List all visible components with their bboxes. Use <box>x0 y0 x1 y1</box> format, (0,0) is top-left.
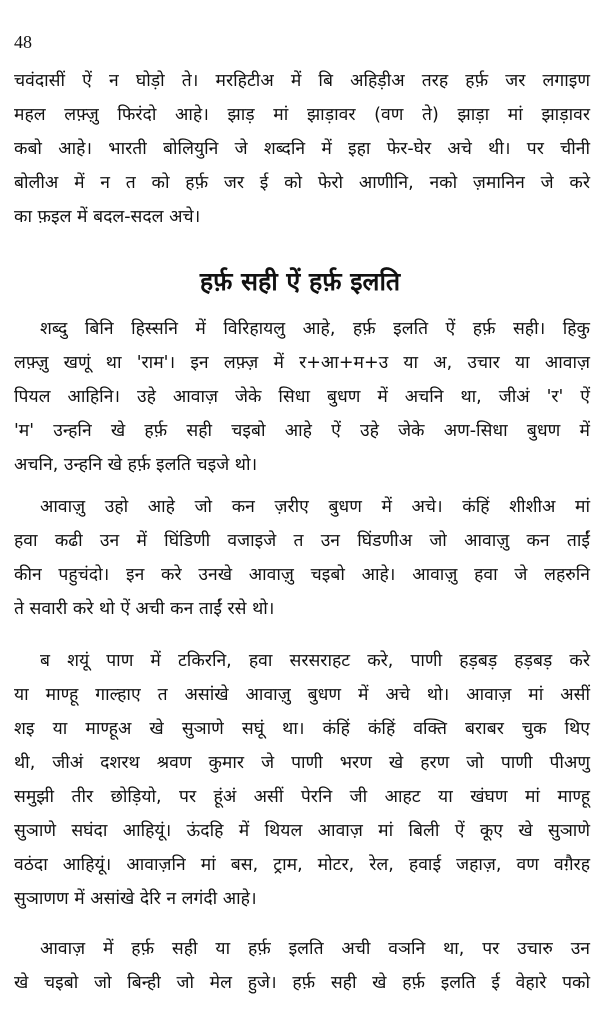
paragraph-2-line-1: शब्दु बिनि हिस्सनि में विरिहायलु आहे, हर्फ़ इलति ऐं हर्फ़ सही। हिकु <box>40 319 590 339</box>
paragraph-2-line-3: पियल आहिनि। उहे आवाज़ जेके सिधा बुधण में अचनि था, जीअं 'र' ऐं <box>14 387 590 407</box>
paragraph-5-line-2: खे चइबो जो बिन्ही जो मेल हुजे। हर्फ़ सही खे हर्फ़ इलति ई वेहारे पको <box>14 973 590 993</box>
paragraph-3-line-2: हवा कढी उन में घिंडिणी वजाइजे त उन घिंडणीअ जो आवाज़ु कन ताईं <box>14 531 590 551</box>
paragraph-4-line-3: शइ या माण्हूअ खे सुञाणे सघूं था। कंहिं कंहिं वक्ति बराबर चुक थिए <box>14 719 590 739</box>
paragraph-1-line-1: चवंदासीं ऐं न घोड़ो ते। मरहिटीअ में बि अहिड़ीअ तरह हर्फ़ जर लगाइण <box>14 71 590 91</box>
paragraph-5-line-1: आवाज़ में हर्फ़ सही या हर्फ़ इलति अची वञनि था, पर उचारु उन <box>40 939 590 959</box>
paragraph-1-line-3: कबो आहे। भारती बोलियुनि जे शब्दनि में इहा फेर-घेर अचे थी। पर चीनी <box>14 139 590 159</box>
paragraph-1-line-2: महल लफ़्ज़ु फिरंदो आहे। झाड़ मां झाड़ावर (वण ते) झाड़ा मां झाड़ावर <box>14 105 590 125</box>
paragraph-1-line-5: का फ़इल में बदल-सदल अचे। <box>14 207 201 227</box>
section-heading: हर्फ़ सही ऐं हर्फ़ इलति <box>199 267 401 296</box>
paragraph-1-line-4: बोलीअ में न त को हर्फ़ जर ई को फेरो आणीनि, नको ज़मानिन जे करे <box>14 173 590 193</box>
paragraph-3-line-1: आवाज़ु उहो आहे जो कन ज़रीए बुधण में अचे। कंहिं शीशीअ मां <box>40 497 590 517</box>
page-number: 48 <box>14 32 32 52</box>
paragraph-2-line-5: अचनि, उन्हनि खे हर्फ़ इलति चइजे थो। <box>14 455 258 475</box>
paragraph-4-line-6: सुञाणे सघंदा आहियूं। ऊंदहि में थियल आवाज़ मां बिली ऐं कूए खे सुञाणे <box>14 821 590 841</box>
paragraph-3-line-3: कीन पहुचंदो। इन करे उनखे आवाज़ु चइबो आहे। आवाज़ु हवा जे लहरुनि <box>14 565 590 585</box>
paragraph-4-line-8: सुञाणण में असांखे देरि न लगंदी आहे। <box>14 889 257 909</box>
paragraph-4-line-7: वठंदा आहियूं। आवाज़नि मां बस, ट्राम, मोटर, रेल, हवाई जहाज़, वण वग़ैरह <box>14 855 590 875</box>
paragraph-3-line-4: ते सवारी करे थो ऐं अची कन ताईं रसे थो। <box>14 599 275 619</box>
paragraph-2-line-4: 'म' उन्हनि खे हर्फ़ सही चइबो आहे ऐं उहे जेके अण-सिधा बुधण में <box>14 421 590 441</box>
paragraph-4-line-5: समुझी तीर छोड़ियो, पर हूंअं असीं पेरनि जी आहट या खंघण मां माण्हू <box>14 787 590 807</box>
paragraph-4-line-4: थी, जीअं दशरथ श्रवण कुमार जे पाणी भरण खे हरण जो पाणी पीअणु <box>14 753 590 773</box>
paragraph-4-line-1: ब शयूं पाण में टकिरनि, हवा सरसराहट करे, पाणी हड़बड़ हड़बड़ करे <box>40 651 590 671</box>
paragraph-2-line-2: लफ़्ज़ु खणूं था 'राम'। इन लफ़्ज़ में र+आ+म+उ या अ, उचार या आवाज़ <box>14 353 590 373</box>
paragraph-4-line-2: या माण्हू गाल्हाए त असांखे आवाज़ु बुधण में अचे थो। आवाज़ मां असीं <box>14 685 590 705</box>
